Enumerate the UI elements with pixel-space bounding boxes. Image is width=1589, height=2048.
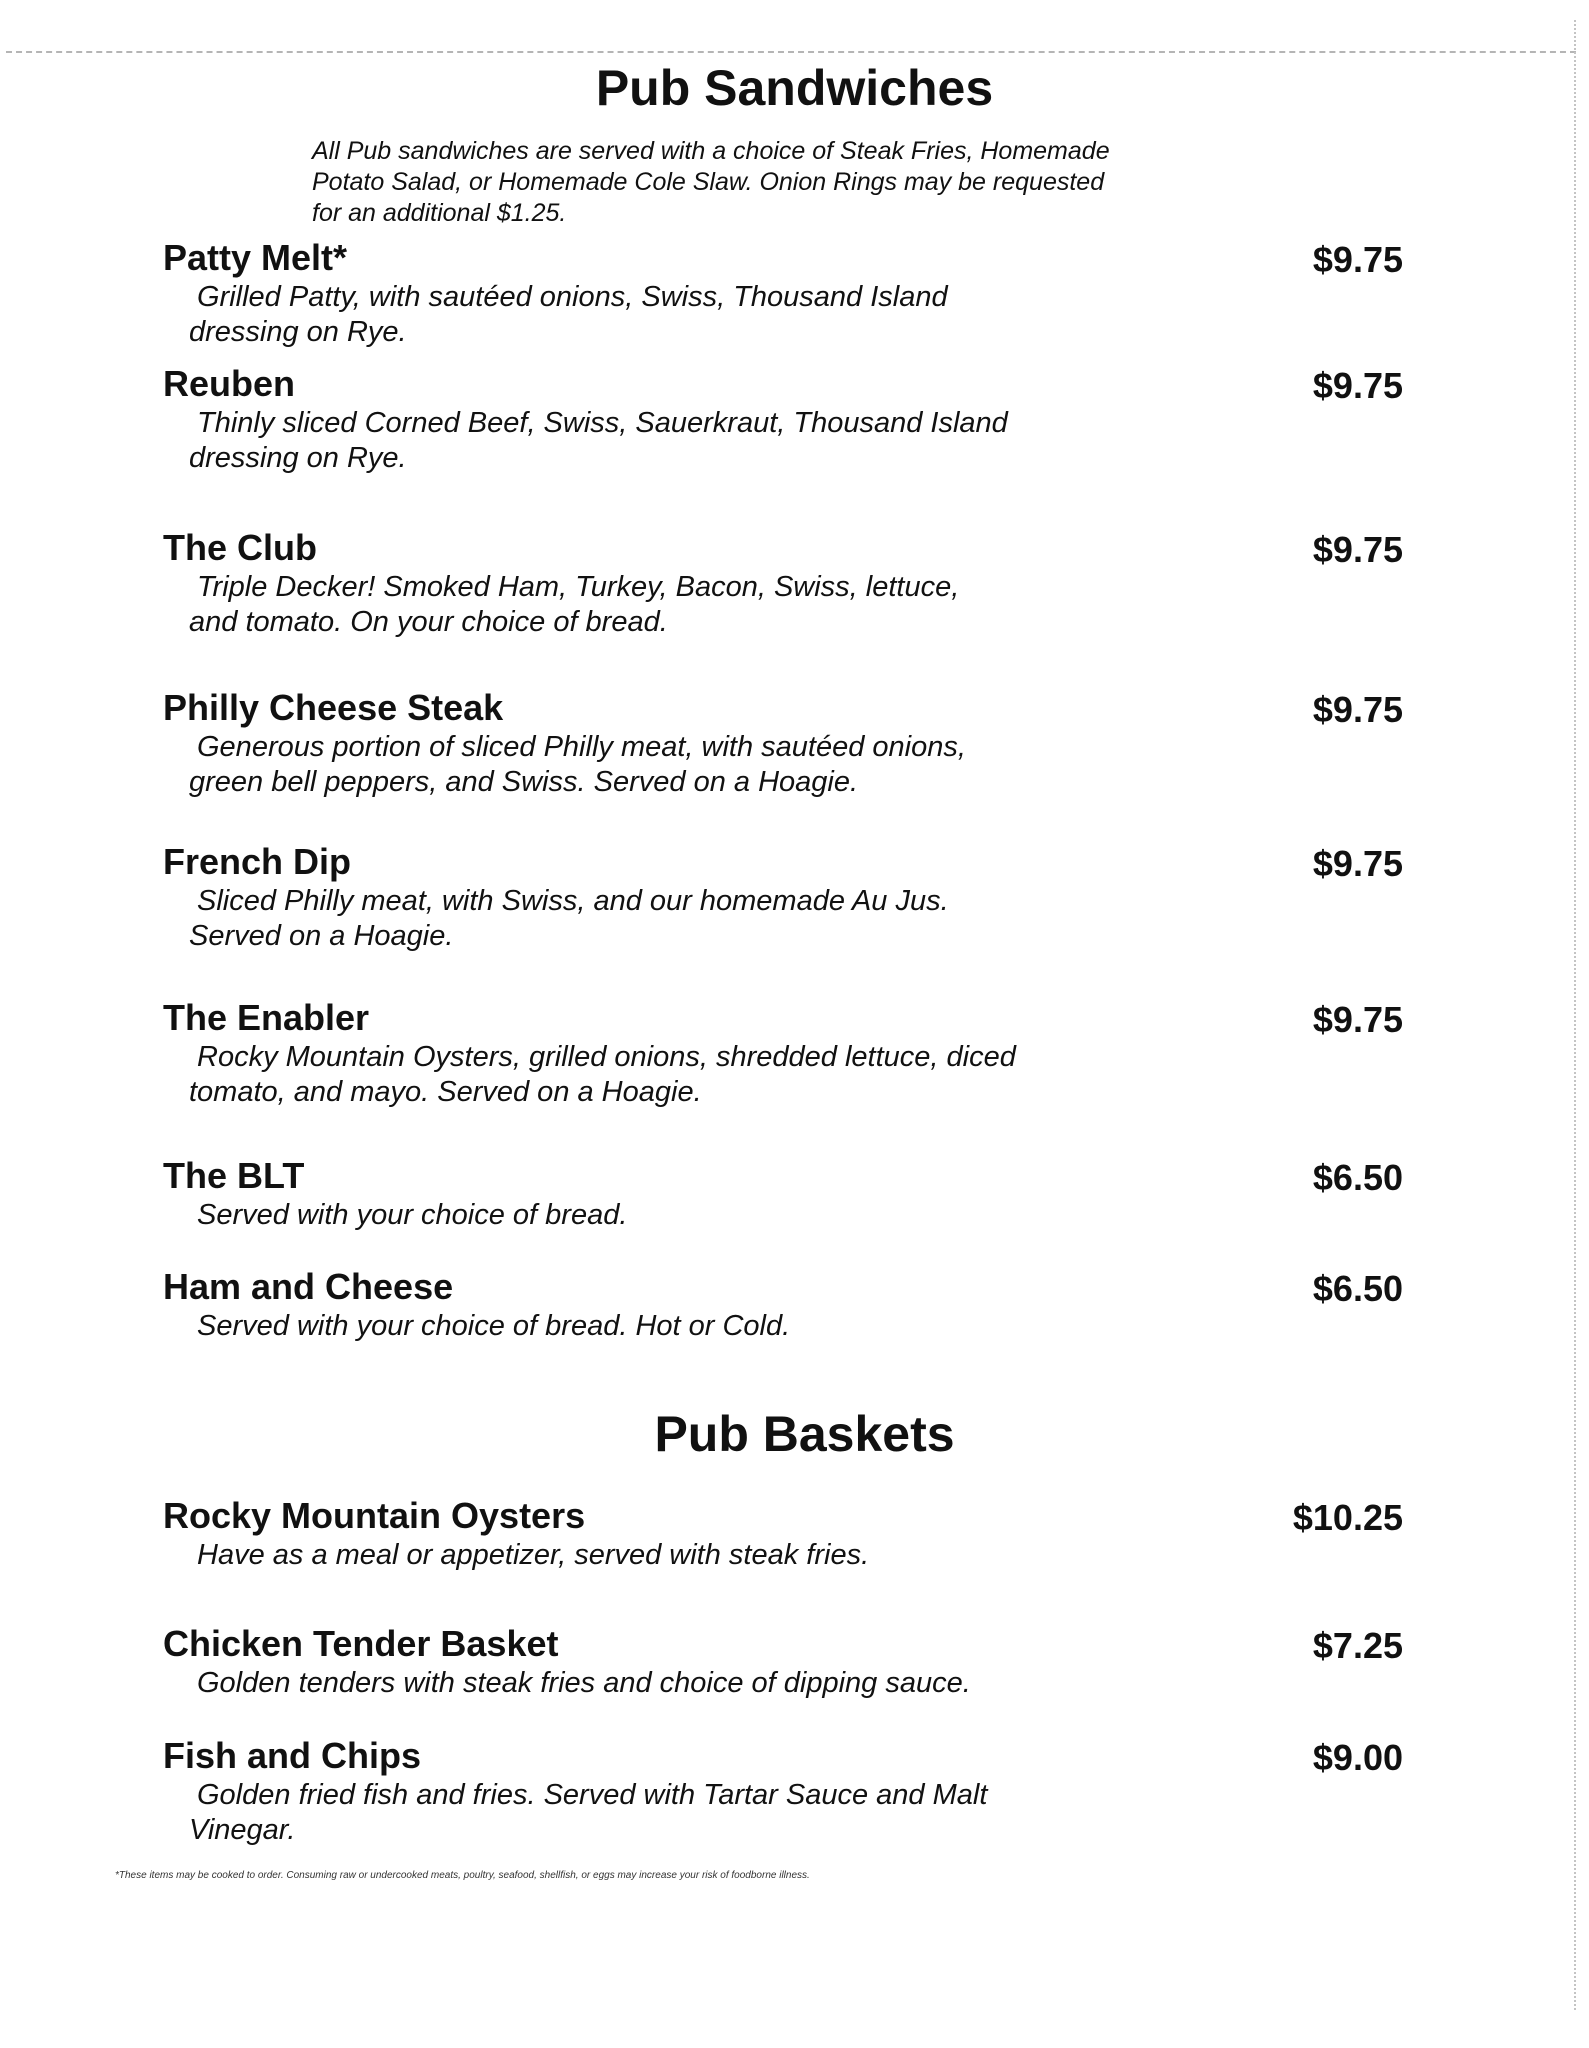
item-price: $9.75 (1312, 365, 1403, 406)
item-name: Ham and Cheese (163, 1266, 454, 1307)
item-price: $7.25 (1312, 1625, 1403, 1666)
item-name: Fish and Chips (163, 1735, 422, 1776)
item-description: Served with your choice of bread. Hot or Cold. (197, 1310, 791, 1342)
item-price: $10.25 (1292, 1497, 1403, 1538)
item-name: The BLT (163, 1155, 305, 1196)
item-price: $9.75 (1312, 999, 1403, 1040)
item-description: Have as a meal or appetizer, served with steak fries. (197, 1539, 870, 1571)
item-name: Reuben (163, 363, 296, 404)
item-name: The Club (163, 527, 317, 568)
item-description: Golden fried fish and fries. Served with Tartar Sauce and Malt Vinegar. (189, 1779, 988, 1846)
section-intro: All Pub sandwiches are served with a choice of Steak Fries, Homemade Potato Salad, or Homemade Cole Slaw. Onion Rings may be requested for an additional $1.25. (312, 137, 1110, 227)
item-description: Rocky Mountain Oysters, grilled onions, shredded lettuce, diced tomato, and mayo. Served on a Hoagie. (189, 1041, 1016, 1108)
item-description: Served with your choice of bread. (197, 1199, 628, 1231)
item-name: Rocky Mountain Oysters (163, 1495, 586, 1536)
scan-edge-right (1574, 20, 1576, 2010)
item-description: Grilled Patty, with sautéed onions, Swiss, Thousand Island dressing on Rye. (189, 281, 948, 348)
item-price: $9.75 (1312, 689, 1403, 730)
section-title-pub-baskets: Pub Baskets (654, 1406, 955, 1462)
item-name: Philly Cheese Steak (163, 687, 504, 728)
item-price: $6.50 (1312, 1157, 1403, 1198)
item-name: French Dip (163, 841, 352, 882)
item-description: Generous portion of sliced Philly meat, with sautéed onions, green bell peppers, and Swiss. Served on a Hoagie. (189, 731, 966, 798)
item-description: Thinly sliced Corned Beef, Swiss, Sauerkraut, Thousand Island dressing on Rye. (189, 407, 1008, 474)
scan-edge-top (6, 51, 1576, 53)
item-name: Chicken Tender Basket (163, 1623, 559, 1664)
item-description: Sliced Philly meat, with Swiss, and our homemade Au Jus. Served on a Hoagie. (189, 885, 949, 952)
item-price: $9.75 (1312, 843, 1403, 884)
item-name: Patty Melt* (163, 237, 348, 278)
item-price: $9.75 (1312, 239, 1403, 280)
item-price: $9.75 (1312, 529, 1403, 570)
item-name: The Enabler (163, 997, 370, 1038)
item-price: $9.00 (1312, 1737, 1403, 1778)
item-price: $6.50 (1312, 1268, 1403, 1309)
item-description: Golden tenders with steak fries and choice of dipping sauce. (197, 1667, 971, 1699)
footnote-disclaimer: *These items may be cooked to order. Consuming raw or undercooked meats, poultry, seafood, shellfish, or eggs may increase your risk of foodborne illness. (115, 1870, 810, 1881)
section-title-pub-sandwiches: Pub Sandwiches (595, 60, 994, 116)
item-description: Triple Decker! Smoked Ham, Turkey, Bacon, Swiss, lettuce, and tomato. On your choice of bread. (189, 571, 960, 638)
